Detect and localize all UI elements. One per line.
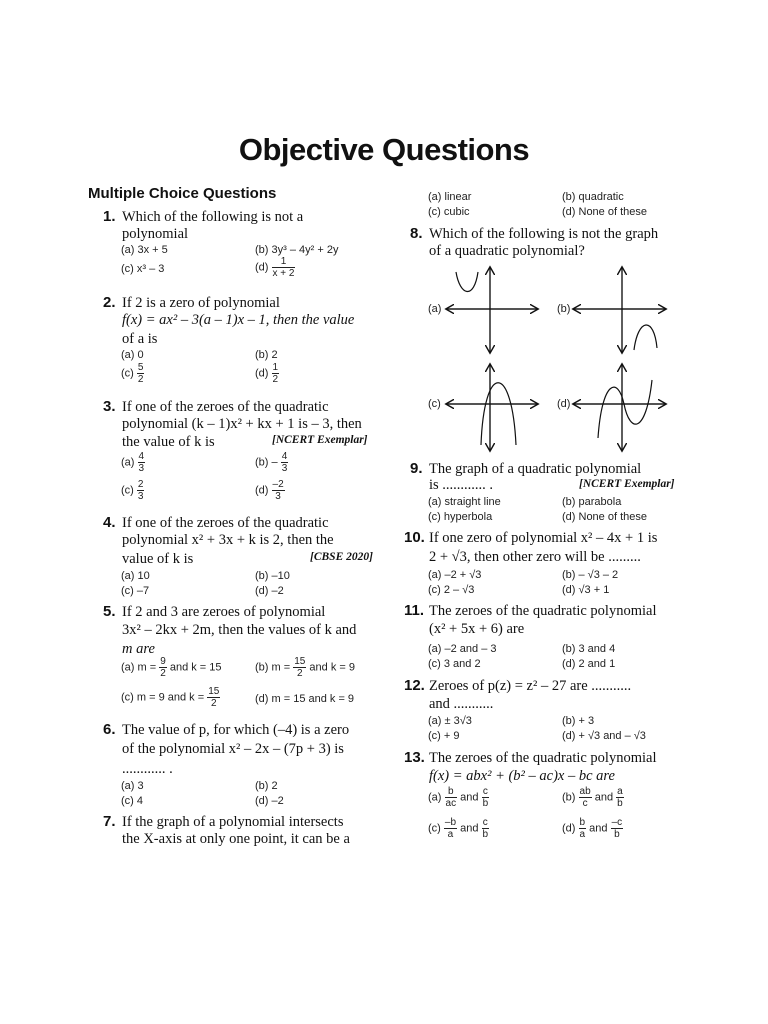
denominator: 2 bbox=[160, 668, 166, 679]
question-text: polynomial bbox=[122, 226, 189, 242]
option-c: (c) hyperbola bbox=[428, 511, 493, 523]
question-text: polynomial (k – 1)x² + kx + 1 is – 3, then bbox=[122, 416, 362, 432]
option-b: (b) 2 bbox=[255, 780, 278, 792]
numerator: 5 bbox=[137, 362, 144, 373]
denominator: b bbox=[617, 798, 623, 809]
option-c: (c) + 9 bbox=[428, 730, 460, 742]
option-a: (a) –2 + √3 bbox=[428, 569, 482, 581]
option-b bbox=[562, 786, 624, 809]
question-text: value of k is bbox=[122, 551, 194, 567]
option-a: (a) –2 and – 3 bbox=[428, 643, 497, 655]
question-text: If one of the zeroes of the quadratic bbox=[122, 399, 329, 415]
numerator: 15 bbox=[208, 686, 220, 697]
denominator: 2 bbox=[137, 374, 144, 385]
question-number: 4. bbox=[103, 514, 116, 531]
option-d: (d) None of these bbox=[562, 206, 647, 218]
option-b: (b) + 3 bbox=[562, 715, 595, 727]
question-number: 11. bbox=[404, 602, 425, 619]
numerator: 1 bbox=[272, 362, 279, 373]
numerator: 4 bbox=[281, 451, 288, 462]
fraction bbox=[579, 786, 592, 809]
numerator: c bbox=[482, 817, 488, 828]
option-d: (d) –2 bbox=[255, 795, 284, 807]
question-number: 9. bbox=[410, 460, 423, 477]
option-a: (a) ± 3√3 bbox=[428, 715, 472, 727]
numerator: b bbox=[579, 817, 586, 828]
option-b: (b) 3y³ – 4y² + 2y bbox=[255, 244, 339, 256]
numerator: 1 bbox=[272, 256, 296, 268]
denominator: 3 bbox=[281, 463, 288, 474]
question-text: If one zero of polynomial x² – 4x + 1 is bbox=[429, 530, 658, 546]
option-c: (c) cubic bbox=[428, 206, 470, 218]
option-b: (b) quadratic bbox=[562, 191, 624, 203]
denominator: a bbox=[579, 829, 586, 840]
denominator: 2 bbox=[297, 668, 303, 679]
graph-c bbox=[447, 365, 537, 450]
question-text: Which of the following is not a bbox=[122, 209, 304, 225]
question-number: 2. bbox=[103, 294, 116, 311]
option-c: (c) 2 – √3 bbox=[428, 584, 475, 596]
option-text: and k = 15 bbox=[169, 661, 222, 674]
fraction bbox=[579, 817, 587, 840]
question-text: The value of p, for which (–4) is a zero bbox=[122, 722, 350, 738]
source-tag: [NCERT Exemplar] bbox=[579, 478, 675, 490]
option-c: (c) –7 bbox=[121, 585, 150, 597]
denominator: c bbox=[582, 798, 588, 809]
option-a: (a) straight line bbox=[428, 496, 501, 508]
question-text: The zeroes of the quadratic polynomial bbox=[429, 603, 657, 619]
option-a: (a) 3 bbox=[121, 780, 144, 792]
option-d: (d) m = 15 and k = 9 bbox=[255, 693, 355, 705]
denominator: 3 bbox=[137, 491, 144, 502]
numerator: 9 bbox=[160, 656, 166, 667]
question-text: and ........... bbox=[429, 696, 494, 712]
graph-d bbox=[574, 365, 665, 450]
graph-a bbox=[447, 268, 537, 352]
graph-option-c-label: (c) bbox=[428, 398, 441, 410]
question-text: The zeroes of the quadratic polynomial bbox=[429, 750, 657, 766]
question-number: 8. bbox=[410, 225, 423, 242]
denominator: a bbox=[447, 829, 454, 840]
denominator: x + 2 bbox=[272, 268, 295, 279]
question-text: f(x) = ax² – 3(a – 1)x – 1, then the value bbox=[122, 312, 355, 328]
question-text: is ............ . bbox=[429, 477, 494, 493]
option-label: (c) bbox=[121, 367, 134, 380]
graph-option-d-label: (d) bbox=[557, 398, 571, 410]
option-c: (c) 4 bbox=[121, 795, 143, 807]
option-b: (b) 2 bbox=[255, 349, 278, 361]
question-number: 10. bbox=[404, 529, 425, 546]
question-text: 3x² – 2kx + 2m, then the values of k and bbox=[122, 622, 357, 638]
numerator: 4 bbox=[138, 451, 145, 462]
option-c bbox=[428, 817, 489, 840]
option-label: (d) bbox=[255, 484, 269, 497]
numerator: –b bbox=[444, 817, 457, 828]
option-label: (a) bbox=[121, 456, 135, 469]
question-text: f(x) = abx² + (b² – ac)x – bc are bbox=[429, 768, 615, 784]
numerator: ab bbox=[579, 786, 591, 797]
denominator: 3 bbox=[138, 463, 145, 474]
numerator: –c bbox=[611, 817, 623, 828]
denominator: b bbox=[482, 798, 489, 809]
question-number: 6. bbox=[103, 721, 116, 738]
question-text: If the graph of a polynomial intersects bbox=[122, 814, 344, 830]
question-text: (x² + 5x + 6) are bbox=[429, 621, 525, 637]
question-number: 7. bbox=[103, 813, 116, 830]
question-text: If 2 and 3 are zeroes of polynomial bbox=[122, 604, 326, 620]
question-text: The graph of a quadratic polynomial bbox=[429, 461, 642, 477]
question-text: polynomial x² + 3x + k is 2, then the bbox=[122, 532, 334, 548]
fraction bbox=[482, 817, 490, 840]
question-text: Which of the following is not the graph bbox=[429, 226, 659, 242]
fraction bbox=[616, 786, 624, 809]
question-text: Zeroes of p(z) = z² – 27 are ........... bbox=[429, 678, 632, 694]
question-text: If one of the zeroes of the quadratic bbox=[122, 515, 329, 531]
question-number: 5. bbox=[103, 603, 116, 620]
fraction bbox=[611, 817, 624, 840]
option-label: (d) bbox=[255, 261, 269, 274]
question-text: of a is bbox=[122, 331, 158, 347]
option-label: (b) m = bbox=[255, 661, 291, 674]
option-d: (d) √3 + 1 bbox=[562, 584, 610, 596]
question-number: 12. bbox=[404, 677, 425, 694]
graph-option-a-label: (a) bbox=[428, 303, 442, 315]
option-text: and bbox=[460, 822, 479, 835]
option-text: and bbox=[594, 791, 614, 804]
option-c: (c) 3 and 2 bbox=[428, 658, 481, 670]
question-text: of a quadratic polynomial? bbox=[429, 243, 585, 259]
graph-b bbox=[574, 268, 665, 352]
option-d: (d) + √3 and – √3 bbox=[562, 730, 646, 742]
option-label: (a) m = bbox=[121, 661, 157, 674]
option-b: (b) parabola bbox=[562, 496, 622, 508]
option-a: (a) 3x + 5 bbox=[121, 244, 168, 256]
fraction bbox=[444, 817, 457, 840]
option-label: (c) bbox=[428, 822, 441, 835]
numerator: b bbox=[445, 786, 458, 798]
question-text: 2 + √3, then other zero will be ......... bbox=[429, 549, 641, 565]
option-b: (b) 3 and 4 bbox=[562, 643, 616, 655]
question-number: 13. bbox=[404, 749, 425, 766]
option-label: (a) bbox=[428, 791, 442, 804]
option-d: (d) –2 bbox=[255, 585, 284, 597]
option-text: and k = 9 bbox=[309, 661, 355, 674]
numerator: 15 bbox=[294, 656, 306, 667]
source-tag: [NCERT Exemplar] bbox=[272, 434, 368, 446]
option-label: (b) – bbox=[255, 456, 278, 469]
option-label: (d) bbox=[255, 367, 269, 380]
question-number: 1. bbox=[103, 208, 116, 225]
option-d: (d) 2 and 1 bbox=[562, 658, 616, 670]
option-b: (b) – √3 – 2 bbox=[562, 569, 619, 581]
fraction bbox=[482, 786, 490, 809]
numerator: 2 bbox=[137, 479, 144, 490]
option-a: (a) 10 bbox=[121, 570, 150, 582]
question-text: If 2 is a zero of polynomial bbox=[122, 295, 280, 311]
section-heading: Multiple Choice Questions bbox=[88, 185, 277, 202]
page-title: Objective Questions bbox=[238, 132, 530, 167]
numerator: c bbox=[482, 786, 488, 797]
option-text: and bbox=[589, 822, 608, 835]
graph-option-b-label: (b) bbox=[557, 303, 571, 315]
question-text: ............ . bbox=[122, 761, 173, 777]
option-text: (c) m = 9 and k = bbox=[121, 691, 205, 704]
option-d bbox=[562, 817, 623, 840]
question-text: the value of k is bbox=[122, 434, 215, 450]
denominator: b bbox=[482, 829, 489, 840]
option-b: (b) –10 bbox=[255, 570, 290, 582]
denominator: 2 bbox=[211, 698, 217, 709]
option-label: (d) bbox=[562, 822, 576, 835]
option-text: and bbox=[460, 791, 479, 804]
option-a: (a) 0 bbox=[121, 349, 144, 361]
question-text: m are bbox=[122, 641, 155, 657]
question-number: 3. bbox=[103, 398, 116, 415]
denominator: b bbox=[614, 829, 620, 840]
denominator: 2 bbox=[272, 374, 279, 385]
option-d: (d) None of these bbox=[562, 511, 647, 523]
option-label: (c) bbox=[121, 484, 134, 497]
option-c: (c) x³ – 3 bbox=[121, 263, 165, 275]
numerator: –2 bbox=[272, 479, 284, 490]
source-tag: [CBSE 2020] bbox=[310, 551, 373, 563]
question-text: the X-axis at only one point, it can be a bbox=[122, 831, 350, 847]
option-a bbox=[428, 786, 489, 809]
option-a: (a) linear bbox=[428, 191, 472, 203]
numerator: a bbox=[617, 786, 623, 797]
denominator: 3 bbox=[275, 491, 281, 502]
option-label: (b) bbox=[562, 791, 576, 804]
fraction bbox=[445, 786, 458, 809]
denominator: ac bbox=[445, 798, 457, 809]
question-text: of the polynomial x² – 2x – (7p + 3) is bbox=[122, 741, 344, 757]
